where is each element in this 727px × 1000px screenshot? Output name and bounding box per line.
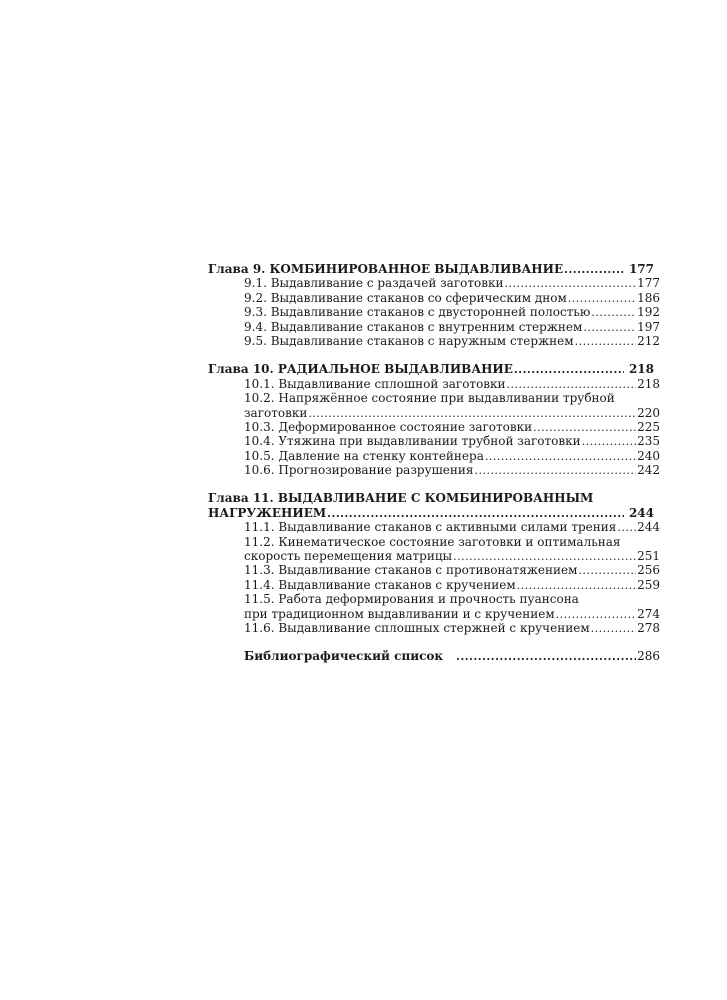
toc-item-9-4[interactable] [208,320,660,334]
toc-item-11-1[interactable] [208,520,660,534]
item-title: 10.4. Утяжина при выдавливании трубной заготовки [244,434,581,449]
dot-leader [591,306,636,320]
dot-leader [308,407,636,421]
toc-item-10-2-line2[interactable] [208,406,660,420]
chapter-title-continued: НАГРУЖЕНИЕМ [208,505,327,520]
item-title-continued: при традиционном выдавливании и с кручением [244,606,555,621]
item-title: 11.6. Выдавливание сплошных стержней с кручением [244,620,590,635]
toc-item-10-6[interactable] [208,463,660,477]
item-title: 10.2. Напряжённое состояние при выдавливании трубной [244,391,615,406]
dot-leader [568,292,636,306]
toc-bibliography[interactable] [208,649,660,663]
item-title: 11.4. Выдавливание стаканов с кручением [244,577,516,592]
toc-item-11-5-line2[interactable] [208,607,660,621]
dot-leader [591,622,636,636]
dot-leader [474,464,636,478]
toc-chapter-9[interactable] [208,262,660,276]
dot-leader [578,564,636,578]
toc-item-10-1[interactable] [208,377,660,391]
dot-leader [507,378,637,392]
toc-item-10-2-line1[interactable] [208,391,660,405]
item-title: 10.1. Выдавливание сплошной заготовки [244,376,506,391]
dot-leader [456,650,636,664]
page-number: 251 [637,549,660,564]
page-number: 278 [637,620,660,635]
spacer [208,635,660,649]
spacer [208,477,660,491]
toc-item-11-2-line2[interactable] [208,549,660,563]
dot-leader [583,321,636,335]
page-number: 218 [637,376,660,391]
dot-leader [485,450,636,464]
dot-leader [564,263,624,277]
dot-leader [514,363,624,377]
item-title: 11.3. Выдавливание стаканов с противонатяжением [244,563,578,578]
spacer [208,348,660,362]
toc-chapter-11-line2[interactable] [208,506,660,520]
item-title: 10.6. Прогнозирование разрушения [244,463,474,478]
toc-item-11-6[interactable] [208,621,660,635]
chapter-title: Глава 9. КОМБИНИРОВАННОЕ ВЫДАВЛИВАНИЕ [208,262,564,276]
page-number: 286 [637,649,660,664]
dot-leader [327,507,624,521]
item-title: 11.1. Выдавливание стаканов с активными силами трения [244,520,617,535]
item-title: 9.4. Выдавливание стаканов с внутренним стержнем [244,319,583,334]
toc-item-11-5-line1[interactable] [208,592,660,606]
page-number: 197 [637,319,660,334]
table-of-contents [208,262,660,664]
dot-leader [453,550,636,564]
page-number: 256 [637,563,660,578]
item-title: 9.1. Выдавливание с раздачей заготовки [244,276,504,291]
item-title: 9.3. Выдавливание стаканов с двусторонней полостью [244,305,591,320]
toc-item-11-2-line1[interactable] [208,535,660,549]
bibliography-title: Библиографический список [244,649,444,664]
dot-leader [575,335,637,349]
page-number: 235 [637,434,660,449]
dot-leader [556,608,636,622]
page-number: 212 [637,333,660,348]
item-title: 9.5. Выдавливание стаканов с наружным стержнем [244,333,574,348]
page-number: 177 [628,262,654,276]
page-number: 192 [637,305,660,320]
page-number: 244 [628,505,654,520]
dot-leader [617,521,636,535]
dot-leader [517,579,636,593]
item-title-continued: скорость перемещения матрицы [244,549,453,564]
page-number: 242 [637,463,660,478]
toc-item-11-4[interactable] [208,578,660,592]
dot-leader [582,435,636,449]
page-number: 220 [637,405,660,420]
toc-item-9-1[interactable] [208,276,660,290]
dot-leader [504,277,636,291]
toc-item-9-2[interactable] [208,291,660,305]
page-number: 225 [637,419,660,434]
item-title-continued: заготовки [244,405,308,420]
toc-item-10-5[interactable] [208,449,660,463]
item-title: 10.3. Деформированное состояние заготовки [244,419,533,434]
page-number: 218 [628,362,654,377]
toc-item-11-3[interactable] [208,563,660,577]
item-title: 11.2. Кинематическое состояние заготовки и оптимальная [244,534,621,549]
toc-chapter-11-line1[interactable] [208,491,660,505]
chapter-title: Глава 11. ВЫДАВЛИВАНИЕ С КОМБИНИРОВАННЫМ [208,491,594,506]
page-number: 186 [637,290,660,305]
item-title: 9.2. Выдавливание стаканов со сферическим дном [244,290,567,305]
chapter-title: Глава 10. РАДИАЛЬНОЕ ВЫДАВЛИВАНИЕ [208,362,513,377]
toc-chapter-10[interactable] [208,362,660,376]
toc-item-10-3[interactable] [208,420,660,434]
toc-item-9-3[interactable] [208,305,660,319]
toc-item-10-4[interactable] [208,434,660,448]
page-number: 240 [637,448,660,463]
dot-leader [533,421,636,435]
page-number: 259 [637,577,660,592]
page-number: 274 [637,606,660,621]
item-title: 10.5. Давление на стенку контейнера [244,448,484,463]
page-number: 177 [637,276,660,291]
page-number: 244 [637,520,660,535]
toc-item-9-5[interactable] [208,334,660,348]
item-title: 11.5. Работа деформирования и прочность пуансона [244,592,579,607]
